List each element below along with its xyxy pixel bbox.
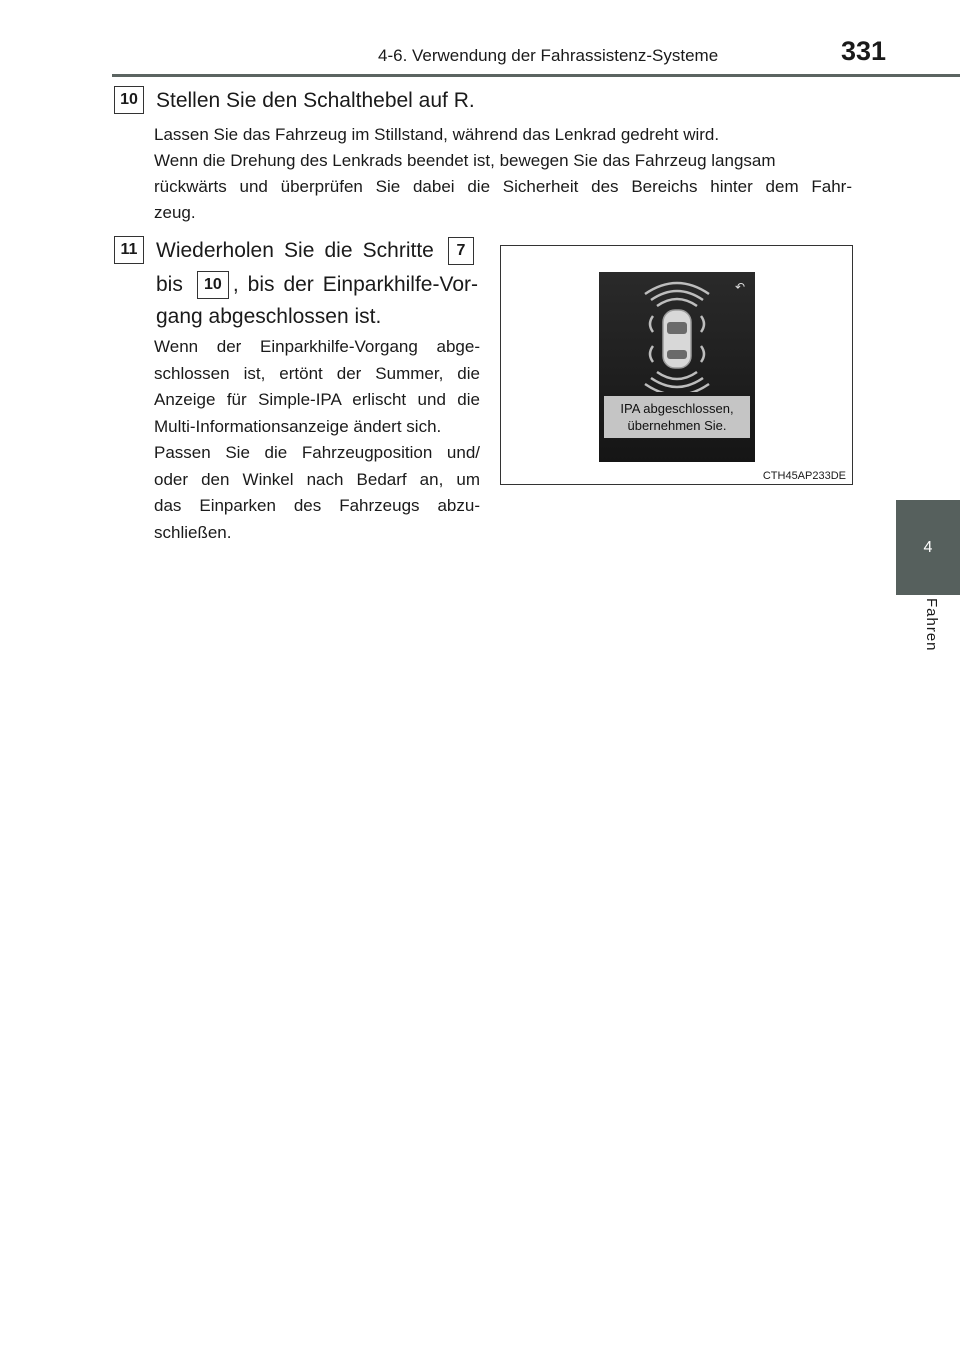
car-sensor-graphic [599,272,755,392]
step-11-line: das Einparken des Fahrzeugs abzu- [154,496,480,515]
chapter-label: Fahren [923,598,940,652]
step-11-line: Passen Sie die Fahrzeugposition und/ [154,443,480,462]
back-arrow-icon: ↶ [734,280,745,294]
step-10-line: rückwärts und überprüfen Sie dabei die Sicherheit des Bereichs hinter dem Fahr- [154,177,852,196]
step-11-title-text: bis [156,273,183,296]
step-11-body [154,334,480,546]
step-10-line: Wenn die Drehung des Lenkrads beendet ist, bewegen Sie das Fahrzeug langsam [154,151,776,170]
step-11-line: schlossen ist, ertönt der Summer, die [154,363,480,383]
step-10-line: Lassen Sie das Fahrzeug im Stillstand, während das Lenkrad gedreht wird. [154,125,720,144]
figure-code: CTH45AP233DE [762,470,846,482]
step-11-line: schließen. [154,522,232,542]
step-11-line: Multi-Informationsanzeige ändert sich. [154,416,442,436]
step-11-title [156,236,478,332]
ipa-complete-message [604,396,750,438]
step-number-11: 11 [114,236,144,264]
step-number-10: 10 [114,86,144,114]
step-11-title-text: Wiederholen Sie die Schritte [156,239,434,262]
step-11-line: oder den Winkel nach Bedarf an, um [154,469,480,489]
chapter-tab [896,500,960,595]
message-line: IPA abgeschlossen, [620,401,734,416]
step-11-title-text: gang abgeschlossen ist. [156,305,382,328]
step-11-title-text: , bis der Einparkhilfe-Vor- [232,273,478,296]
chapter-number: 4 [923,538,933,556]
step-ref-10: 10 [197,271,229,299]
multi-information-display [599,272,755,462]
step-ref-7: 7 [448,237,474,265]
section-title: 4-6. Verwendung der Fahrassistenz-Systeme [378,46,719,65]
page-number: 331 [840,36,886,66]
step-10-title: Stellen Sie den Schalthebel auf R. [156,89,475,112]
car-top-view-icon [663,310,691,368]
step-11-line: Wenn der Einparkhilfe-Vorgang abge- [154,337,480,356]
display-illustration [500,245,853,485]
step-10-line: zeug. [154,203,196,222]
header-divider [112,74,960,77]
message-line: übernehmen Sie. [627,418,727,433]
step-11-line: Anzeige für Simple-IPA erlischt und die [154,390,480,409]
step-10-body [154,122,852,226]
